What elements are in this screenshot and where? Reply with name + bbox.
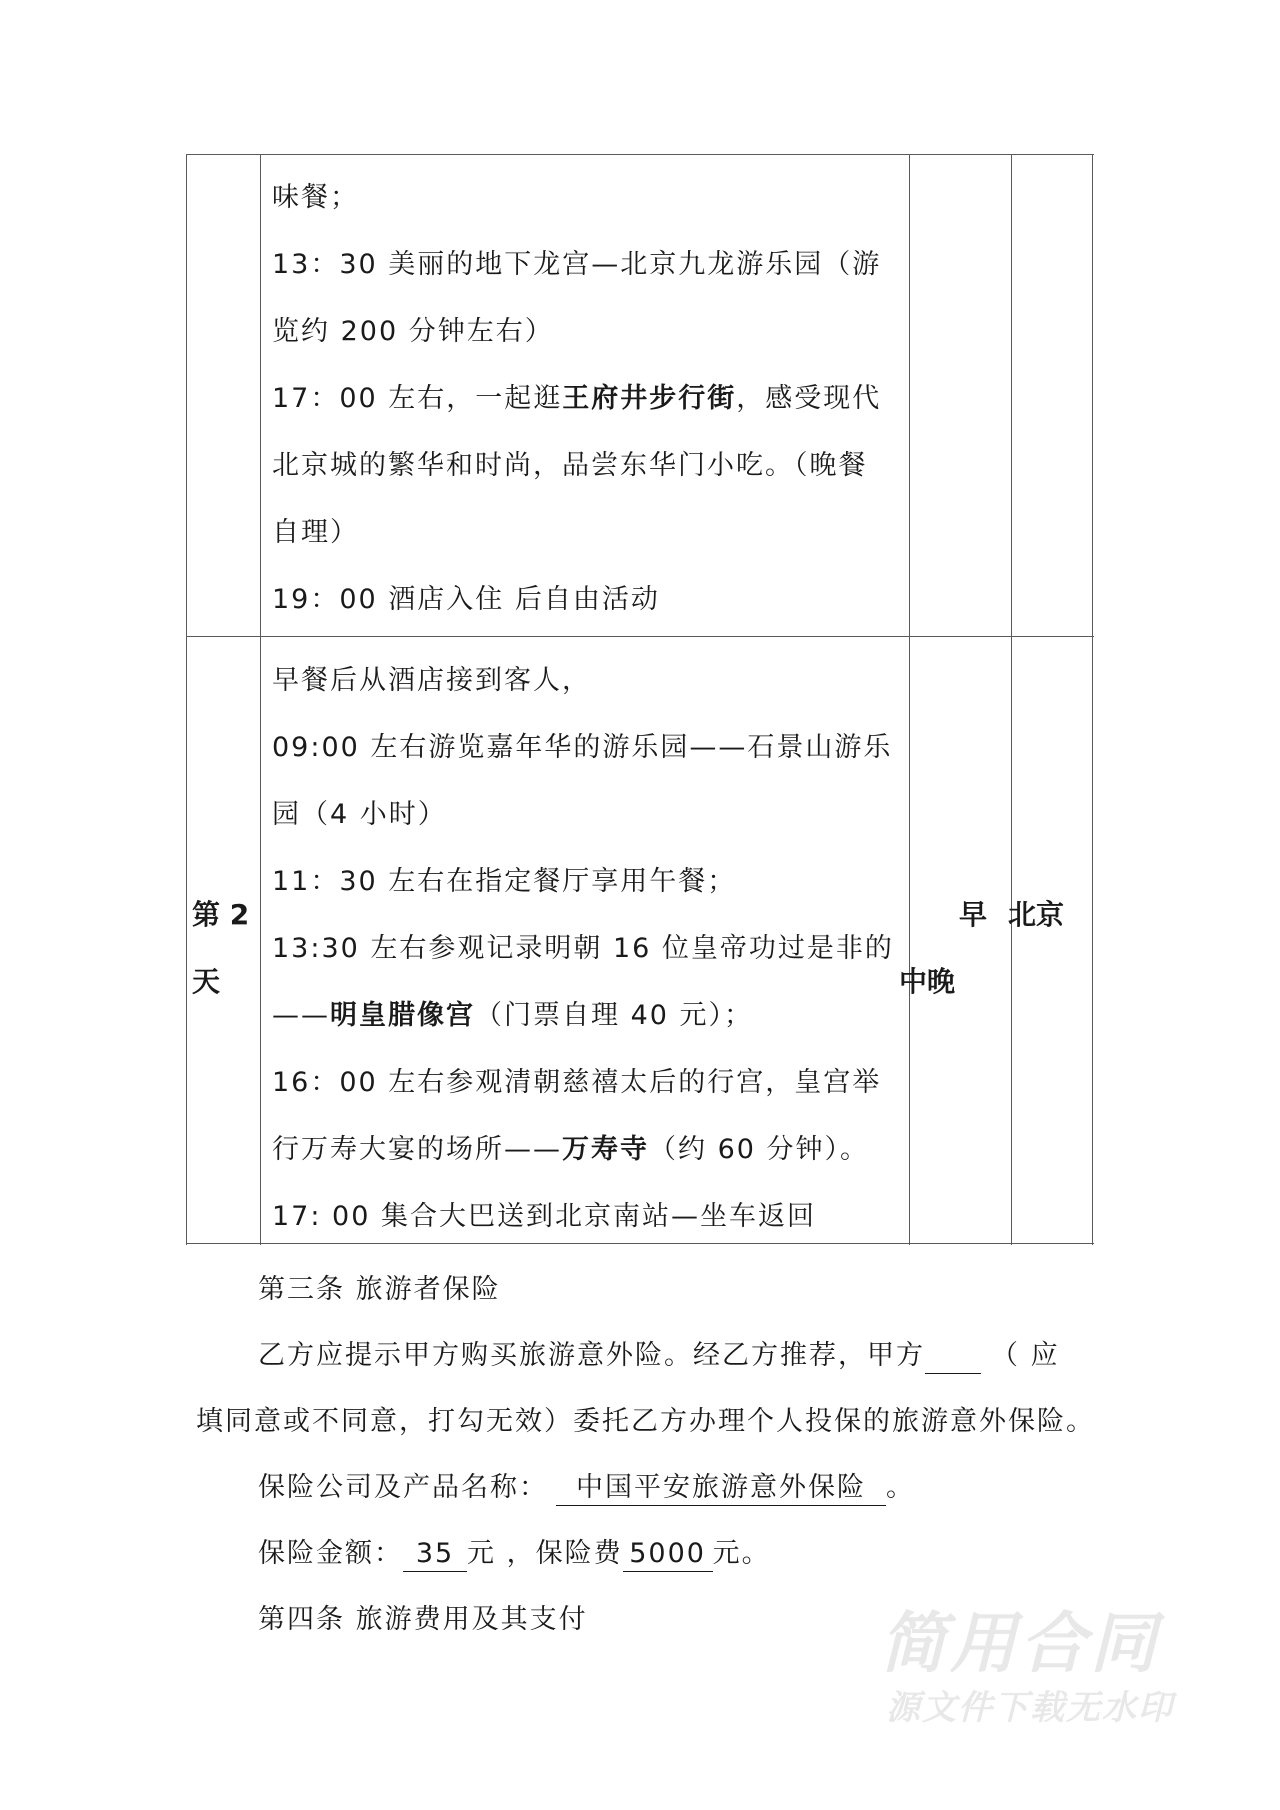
table-divider-meal <box>909 154 910 1245</box>
article3-title: 第三条 旅游者保险 <box>258 1274 501 1305</box>
table-border-top <box>186 154 1094 155</box>
article4-title: 第四条 旅游费用及其支付 <box>258 1604 588 1635</box>
table-divider-day <box>260 154 261 1245</box>
schedule-line: 览约 200 分钟左右） <box>272 316 554 347</box>
watermark-title: 简用合同 <box>880 1605 1160 1682</box>
schedule-line: 17：00 左右，一起逛王府井步行街，感受现代 <box>272 383 882 414</box>
insurance-company-field[interactable]: 中国平安旅游意外保险 <box>556 1471 886 1506</box>
insurance-amount-line: 保险金额： 35 元 ，保险费 5000 元。 <box>258 1534 771 1574</box>
schedule-line: 13：30 美丽的地下龙宫—北京九龙游乐园（游 <box>272 249 882 280</box>
consent-blank[interactable] <box>925 1339 981 1374</box>
schedule-line: 16：00 左右参观清朝慈禧太后的行宫，皇宫举 <box>272 1067 882 1098</box>
watermark-subtitle: 源文件下载无水印 <box>886 1688 1174 1728</box>
schedule-line: 19：00 酒店入住 后自由活动 <box>272 584 660 615</box>
table-border-right <box>1092 154 1093 1245</box>
table-divider-city <box>1011 154 1012 1245</box>
schedule-line: 13:30 左右参观记录明朝 16 位皇帝功过是非的 <box>272 933 894 964</box>
schedule-line: 自理） <box>272 517 359 548</box>
insurance-premium-field[interactable]: 5000 <box>623 1537 713 1572</box>
insurance-company-line: 保险公司及产品名称： 中国平安旅游意外保险 。 <box>258 1468 915 1508</box>
meal-breakfast: 早 <box>958 898 987 931</box>
city-label: 北京 <box>1008 898 1065 931</box>
schedule-line: 早餐后从酒店接到客人， <box>272 665 591 696</box>
insurance-amount-field[interactable]: 35 <box>403 1537 467 1572</box>
itinerary-table <box>186 154 1094 1245</box>
table-border-left <box>186 154 187 1245</box>
meal-lunch-dinner: 中晚 <box>899 965 956 998</box>
article3-paragraph-line2: 填同意或不同意，打勾无效）委托乙方办理个人投保的旅游意外保险。 <box>196 1406 1095 1437</box>
schedule-line: ——明皇腊像宫（门票自理 40 元）； <box>272 1000 754 1031</box>
highlight-attraction: 万寿寺 <box>562 1134 649 1165</box>
day1-schedule <box>272 164 881 633</box>
day2-schedule <box>272 647 894 1250</box>
schedule-line: 园（4 小时） <box>272 799 447 830</box>
schedule-line: 17: 00 集合大巴送到北京南站—坐车返回 <box>272 1201 816 1232</box>
schedule-line: 味餐； <box>272 182 359 213</box>
watermark <box>880 1590 1210 1730</box>
schedule-line: 11：30 左右在指定餐厅享用午餐； <box>272 866 737 897</box>
day-label: 第 2 天 <box>192 898 250 998</box>
meal-label <box>899 881 995 1015</box>
highlight-attraction: 王府井步行街 <box>562 383 737 414</box>
schedule-line: 北京城的繁华和时尚，品尝东华门小吃。（晚餐 <box>272 450 868 481</box>
schedule-line: 09:00 左右游览嘉年华的游乐园——石景山游乐 <box>272 732 893 763</box>
article3-paragraph-line1: 乙方应提示甲方购买旅游意外险。经乙方推荐，甲方 （ 应 <box>258 1336 1060 1376</box>
schedule-line: 行万寿大宴的场所——万寿寺（约 60 分钟）。 <box>272 1134 870 1165</box>
table-row-divider <box>186 636 1094 637</box>
highlight-attraction: 明皇腊像宫 <box>330 1000 475 1031</box>
